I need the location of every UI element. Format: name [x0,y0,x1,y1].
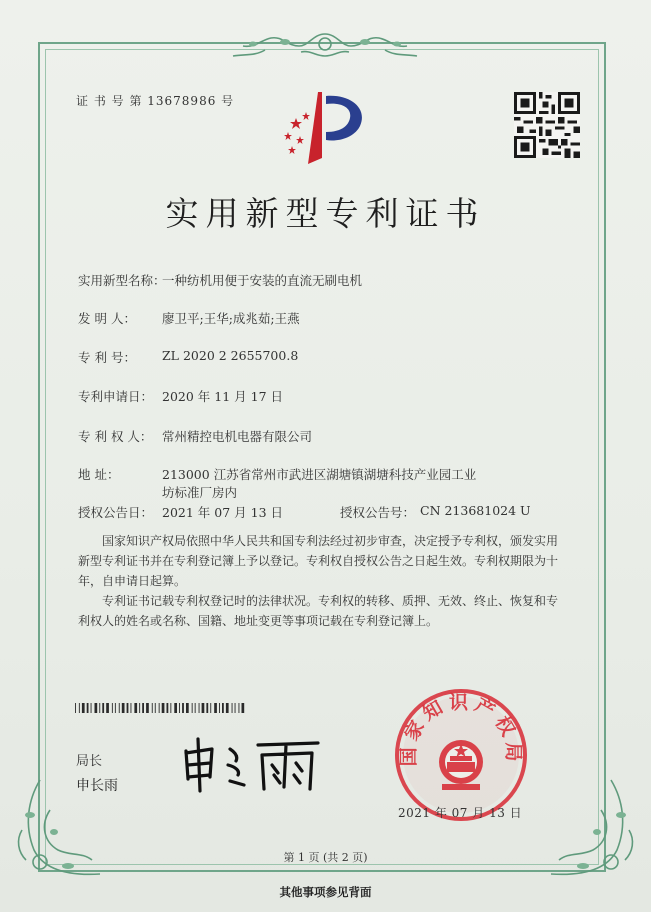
field-value-application-date: 2020 年 11 月 17 日 [162,389,283,404]
field-value-inventors: 廖卫平;王华;成兆茹;王燕 [162,311,300,326]
paragraph-line: 专利证书记载专利权登记时的法律状况。专利权的转移、质押、无效、终止、恢复和专 [102,594,559,608]
barcode-bar [131,703,132,713]
field-value-patent-number: ZL 2020 2 2655700.8 [162,348,299,363]
certificate-number: 证 书 号 第 13678986 号 [76,94,235,108]
barcode-bar [219,703,220,713]
field-value-address-line2: 坊标准厂房内 [162,485,238,500]
field-value-name: 一种纺机用便于安装的直流无刷电机 [162,273,363,288]
grant-number-value: CN 213681024 U [420,503,531,518]
barcode-bar [226,703,229,713]
barcode-bar [192,703,193,713]
barcode-bar [142,703,144,713]
barcode-bar [239,703,240,713]
barcode-bar [174,703,177,713]
field-label-patent-number: 专 利 号： [78,350,136,365]
barcode-bar [170,703,171,713]
field-value-patentee: 常州精控电机电器有限公司 [162,429,313,444]
grant-date-label: 授权公告日： [78,505,154,520]
field-label-inventors: 发 明 人： [78,311,136,326]
barcode-bar [82,703,85,713]
barcode-bar [179,703,180,713]
field-label-address: 地 址： [78,467,120,482]
barcode-bar [186,703,189,713]
barcode-bar [235,703,236,713]
barcode-bar [222,703,224,713]
barcode-bar [119,703,120,713]
qr-code-icon [514,92,580,158]
barcode-bar [79,703,80,713]
barcode-bar [155,703,156,713]
field-label-patentee: 专 利 权 人： [78,429,153,444]
top-ornament [225,28,425,62]
signer-name: 申长雨 [76,778,118,794]
barcode-bar [210,703,211,713]
grant-date-value: 2021 年 07 月 13 日 [162,505,283,520]
svg-text:国家知识产权局: 国家知识产权局 [397,691,525,767]
barcode-bar [91,703,92,713]
paragraph-line: 年，自申请日起算。 [78,574,187,588]
seal-date: 2021 年 07 月 13 日 [398,806,523,820]
field-value-address-line1: 213000 江苏省常州市武进区湖塘镇湖塘科技产业园工业 [162,467,477,482]
barcode-bar [232,703,233,713]
legal-status-paragraph [78,591,578,631]
barcode-bar [195,703,196,713]
back-note: 其他事项参见背面 [279,885,372,899]
barcode-bar [146,703,149,713]
barcode-bar [242,703,245,713]
barcode-bar [106,703,109,713]
barcode-bar [75,703,76,713]
barcode-bar [199,703,200,713]
barcode-bar [202,703,205,713]
barcode-bar [152,703,153,713]
certificate-title: 实用新型专利证书 [165,194,486,233]
barcode-bar [214,703,217,713]
cnipa-logo-icon [278,88,374,164]
barcode-bar [139,703,140,713]
barcode-bar [112,703,113,713]
barcode-bar [127,703,129,713]
page-number: 第 1 页 (共 2 页) [283,851,368,864]
paragraph-line: 利权人的姓名或名称、国籍、地址变更等事项记载在专利登记簿上。 [78,614,439,628]
signer-title: 局长 [76,754,103,769]
barcode-bar [99,703,100,713]
barcode-bar [102,703,104,713]
paragraph-line: 新型专利证书并在专利登记簿上予以登记。专利权自授权公告之日起生效。专利权期限为十 [78,554,559,568]
barcode-bar [182,703,184,713]
barcode-icon [75,703,245,713]
barcode-bar [115,703,116,713]
grant-number-label: 授权公告号： [340,505,416,520]
field-label-name: 实用新型名称： [78,273,166,288]
barcode-bar [206,703,208,713]
handwritten-signature [178,735,328,795]
barcode-bar [167,703,169,713]
bottom-right-ornament [531,770,641,890]
barcode-bar [87,703,89,713]
grant-statement-paragraph [78,531,578,591]
barcode-bar [95,703,98,713]
barcode-bar [162,703,165,713]
paragraph-line: 国家知识产权局依照中华人民共和国专利法经过初步审查，决定授予专利权，颁发实用 [102,534,559,548]
barcode-bar [122,703,125,713]
barcode-bar [134,703,137,713]
barcode-bar [159,703,160,713]
field-label-application-date: 专利申请日： [78,389,154,404]
